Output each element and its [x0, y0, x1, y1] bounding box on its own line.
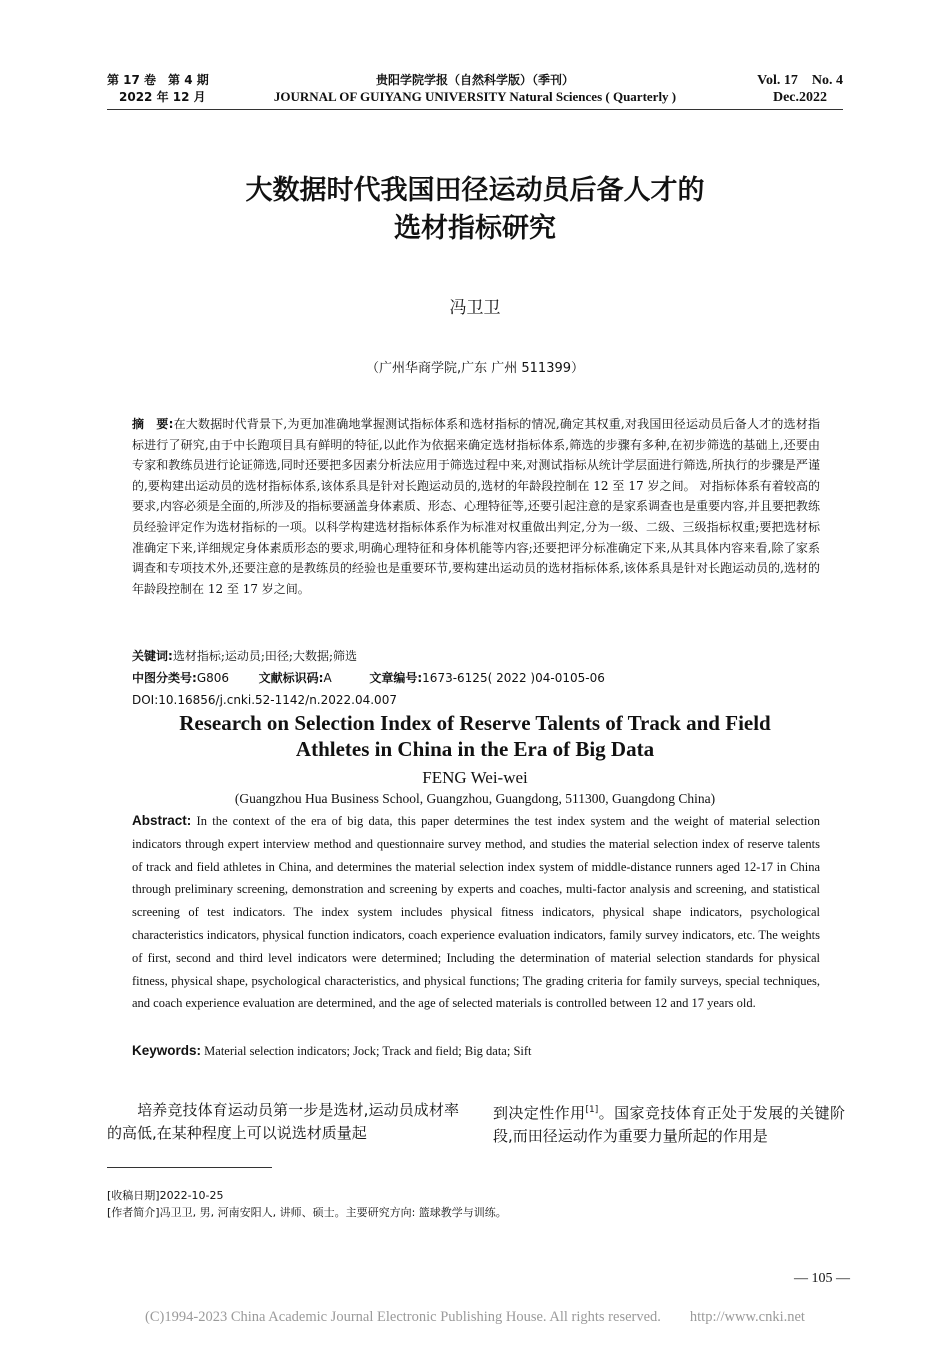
- abstract-en-label: Abstract:: [132, 813, 192, 828]
- header-journal-cn: 贵阳学院学报（自然科学版）（季刊）: [375, 73, 574, 87]
- header-date-en: Dec.2022: [772, 90, 827, 105]
- doi: DOI:10.16856/j.cnki.52-1142/n.2022.04.007: [132, 693, 397, 707]
- clc-value: G806: [196, 671, 230, 685]
- clc-label: 中图分类号:: [132, 671, 197, 685]
- header-volume: 第 17 卷 第 4 期: [107, 73, 209, 87]
- author-bio: 冯卫卫, 男, 河南安阳人, 讲师、硕士。主要研究方向: 篮球教学与训练。: [159, 1206, 507, 1219]
- body-column-left: 培养竞技体育运动员第一步是选材,运动员成材率的高低,在某种程度上可以说选材质量起: [107, 1101, 459, 1142]
- footnote-author: [107, 1204, 807, 1221]
- keywords-cn-label: 关键词:: [132, 649, 173, 663]
- abstract-cn-label: 摘 要:: [132, 417, 174, 431]
- body-right-text-end: 。国家竞技体育正处于发展的关键阶段,而田径运动作为重要力量所起的作用是: [493, 1104, 845, 1145]
- doc-code-label: 文献标识码:: [258, 671, 324, 685]
- keywords-en-label: Keywords:: [132, 1043, 202, 1058]
- article-no-value: 1673-6125( 2022 )04-0105-06: [422, 671, 605, 685]
- header-vol-no: Vol. 17 No. 4: [757, 73, 843, 88]
- abstract-en-text: In the context of the era of big data, this paper determines the test index system and the weight of material selection indicators through expert interview method and questionnaire survey method, and studies the material selection index of reserve talents of track and field athletes in China, and determines the material selection index system of middle-distance runners aged 12-17 in China through preliminary screening, demonstration and screening by experts and coaches, multi-factor analysis and screening, and statistical screening of test indicators. The index system includes physical fitness indicators, physical shape indicators, psychological characteristics indicators, physical function indicators, coach experience evaluation indicators, family survey indicators, etc. The weights of first, second and third level indicators were determined; Including the determination of material selection standards for physical fitness, physical shape, psychological characteristics, and physical functions; The grading criteria for family surveys, special techniques, and coach experience evaluation are determined, and the age of selected materials is controlled between 12 and 17 years old.: [132, 814, 820, 1011]
- header-vol-en: [700, 72, 843, 106]
- received-label: [收稿日期]: [107, 1189, 160, 1202]
- author-cn: 冯卫卫: [449, 298, 501, 318]
- paper-title-cn: [0, 172, 950, 248]
- paper-title-en: [100, 710, 850, 762]
- abstract-cn-text: 在大数据时代背景下,为更加准确地掌握测试指标体系和选材指标的情况,确定其权重,对我国田径运动员后备人才的选材指标进行了研究,由于中长跑项目具有鲜明的特征,以此作为依据来确定选材指标体系,筛选的步骤有多种,在初步筛选的基础上,还要由专家和教练员进行论证筛选,同时还要把多因素分析法应用于筛选过程中来,对测试指标从统计学层面进行筛选,所执行的步骤是严谨的,要构建出运动员的选材指标体系,该体系具是针对长跑运动员的,选材的年龄段控制在 12 至 17 岁之间。 对指标体系有着较高的要求,内容必须是全面的,所涉及的指标要涵盖身体素质、形态、心理特征等,还要引起注意的是家系调查也是重要内容,并且要把教练员经验评定作为选材指标的一项。以科学构建选材指标体系作为标准对权重做出判定,分为一级、二级、三级指标权重;要把选材标准确定下来,详细规定身体素质形态的要求,明确心理特征和身体机能等内容;还要把评分标准确定下来,从其具体内容来看,除了家系调查和专项技术外,还要注意的是教练员的经验也是重要环节,要构建出运动员的选材指标体系,该体系具是针对长跑运动员的,选材的年龄段控制在 12 至 17 岁之间。: [132, 417, 820, 596]
- keywords-en-text: Material selection indicators; Jock; Track and field; Big data; Sift: [201, 1044, 532, 1058]
- article-no-label: 文章编号:: [369, 671, 423, 685]
- header-date: 2022 年 12 月: [119, 90, 206, 104]
- keywords-cn-text: 选材指标;运动员;田径;大数据;筛选: [172, 649, 357, 663]
- author-en: FENG Wei-wei: [422, 768, 528, 787]
- abstract-cn: [132, 414, 820, 599]
- footnote-received: [107, 1187, 807, 1204]
- abstract-en: [132, 810, 820, 1015]
- affiliation-cn: （广州华商学院,广东 广州 511399）: [365, 361, 585, 376]
- keywords-cn: [132, 646, 832, 666]
- classification-line: [132, 668, 832, 688]
- paper-title-cn-line2: 选材指标研究: [394, 213, 556, 244]
- paper-title-cn-line1: 大数据时代我国田径运动员后备人才的: [245, 175, 705, 206]
- received-date: 2022-10-25: [159, 1189, 224, 1202]
- page-number: — 105 —: [794, 1271, 850, 1286]
- author-bio-label: [作者简介]: [107, 1206, 160, 1219]
- keywords-en: [132, 1041, 832, 1061]
- header-rule: [107, 109, 843, 110]
- paper-title-en-line1: Research on Selection Index of Reserve Talents of Track and Field: [179, 711, 771, 735]
- footnote-rule: [107, 1167, 272, 1168]
- header-journal: [200, 72, 750, 105]
- doc-code-value: A: [323, 671, 332, 685]
- header-journal-en: JOURNAL OF GUIYANG UNIVERSITY Natural Sciences ( Quarterly ): [273, 89, 677, 104]
- body-right-text-start: 到决定性作用: [493, 1104, 586, 1122]
- copyright-notice: (C)1994-2023 China Academic Journal Electronic Publishing House. All rights reserved. http://www.cnki.net: [145, 1309, 805, 1325]
- body-column-right: [493, 1099, 845, 1148]
- paper-title-en-line2: Athletes in China in the Era of Big Data: [295, 737, 655, 761]
- citation-ref[interactable]: [1]: [585, 1105, 599, 1115]
- affiliation-en: (Guangzhou Hua Business School, Guangzhou, Guangdong, 511300, Guangdong China): [234, 791, 716, 806]
